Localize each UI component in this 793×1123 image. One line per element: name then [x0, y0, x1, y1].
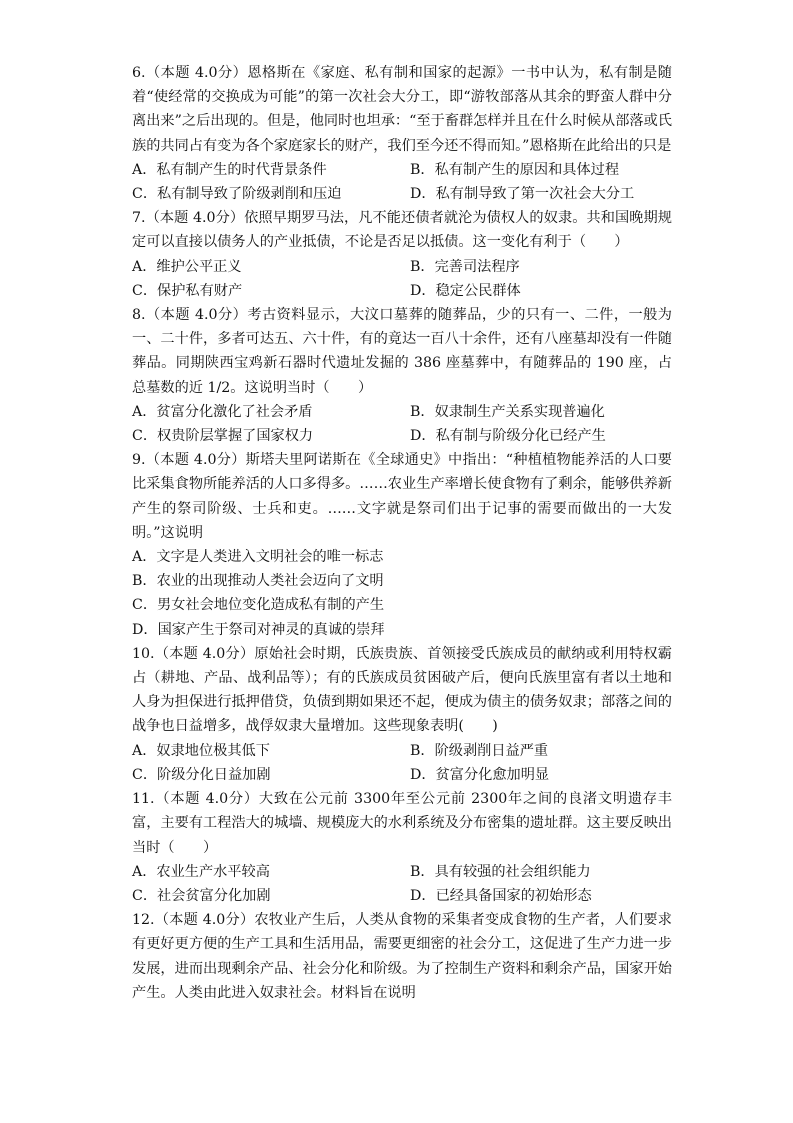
option-a[interactable]: A．农业生产水平较高 — [132, 863, 270, 880]
option-a[interactable]: A．贫富分化激化了社会矛盾 — [132, 403, 313, 420]
options — [132, 739, 672, 787]
option-a[interactable]: A．维护公平正义 — [132, 258, 242, 275]
options — [132, 158, 672, 206]
question-11 — [132, 787, 672, 908]
question-stem: 10.（本题 4.0分）原始社会时期，氏族贵族、首领接受氏族成员的献纳或利用特权霸占（耕地、产品、战利品等）；有的氏族成员贫困破产后，便向氏族里富有者以土地和人身为担保进行抵押借贷，负债到期如果还不起，便成为债主的债务奴隶；部落之间的战争也日益增多，战俘奴隶大量增加。这些现象表明( ) — [132, 645, 672, 735]
question-stem: 6.（本题 4.0分）恩格斯在《家庭、私有制和国家的起源》一书中认为，私有制是随着“使经常的交换成为可能”的第一次社会大分工，即“游牧部落从其余的野蛮人群中分离出来”之后出现的。但是，他同时也坦承：“至于畜群怎样并且在什么时候从部落或氏族的共同占有变为各个家庭家长的财产，我们至今还不得而知。”恩格斯在此给出的只是 — [132, 65, 672, 154]
option-a[interactable]: A．私有制产生的时代背景条件 — [132, 161, 327, 178]
question-8 — [132, 303, 672, 448]
question-9 — [132, 448, 672, 642]
option-c[interactable]: C．阶级分化日益加剧 — [132, 766, 271, 783]
option-a[interactable]: A．奴隶地位极其低下 — [132, 742, 270, 759]
question-stem: 7.（本题 4.0分）依照早期罗马法，凡不能还债者就沦为债权人的奴隶。共和国晚期规定可以直接以债务人的产业抵债，不论是否足以抵债。这一变化有利于（ ） — [132, 210, 672, 251]
option-c[interactable]: C．私有制导致了阶级剥削和压迫 — [132, 186, 342, 203]
option-d[interactable]: D．私有制与阶级分化已经产生 — [410, 428, 606, 445]
question-10 — [132, 642, 672, 787]
question-stem: 11.（本题 4.0分）大致在公元前 3300年至公元前 2300年之间的良渚文明遗存丰富，主要有工程浩大的城墙、规模庞大的水利系统及分布密集的遗址群。这主要反映出当时（ ） — [132, 791, 672, 856]
option-c[interactable]: C．权贵阶层掌握了国家权力 — [132, 428, 314, 445]
options — [132, 545, 672, 642]
option-c[interactable]: C．保护私有财产 — [132, 282, 243, 299]
option-d[interactable]: D．国家产生于祭司对神灵的真诚的崇拜 — [132, 621, 385, 638]
question-stem: 12.（本题 4.0分）农牧业产生后，人类从食物的采集者变成食物的生产者，人们要求有更好更方便的生产工具和生活用品，需要更细密的社会分工，这促进了生产力进一步发展，进而出现剩余产品、社会分化和阶级。为了控制生产资料和剩余产品，国家开始产生。人类由此进入奴隶社会。材料旨在说明 — [132, 912, 672, 1001]
option-a[interactable]: A．文字是人类进入文明社会的唯一标志 — [132, 549, 384, 566]
question-stem: 9.（本题 4.0分）斯塔夫里阿诺斯在《全球通史》中指出：“种植植物能养活的人口要比采集食物所能养活的人口多得多。……农业生产率增长使食物有了剩余，能够供养新产生的祭司阶级、士兵和吏。……文字就是祭司们出于记事的需要而做出的一大发明。”这说明 — [132, 452, 672, 541]
option-c[interactable]: C．社会贫富分化加剧 — [132, 887, 271, 904]
option-b[interactable]: B．奴隶制生产关系实现普遍化 — [410, 403, 605, 420]
option-b[interactable]: B．阶级剥削日益严重 — [410, 742, 549, 759]
option-d[interactable]: D．私有制导致了第一次社会大分工 — [410, 186, 635, 203]
option-d[interactable]: D．贫富分化愈加明显 — [410, 766, 550, 783]
option-c[interactable]: C．男女社会地位变化造成私有制的产生 — [132, 597, 385, 614]
question-6 — [132, 61, 672, 206]
option-d[interactable]: D．已经具备国家的初始形态 — [410, 887, 592, 904]
question-stem: 8.（本题 4.0分）考古资料显示，大汶口墓葬的随葬品，少的只有一、二件，一般为一、二十件，多者可达五、六十件，有的竟达一百八十余件，还有八座墓却没有一件随葬品。同期陕西宝鸡新石器时代遗址发掘的 386 座墓葬中，有随葬品的 190 座，占总墓数的近 1/2。这说明当时（ ） — [132, 307, 672, 396]
option-d[interactable]: D．稳定公民群体 — [410, 282, 521, 299]
question-12 — [132, 908, 672, 1005]
options — [132, 860, 672, 908]
option-b[interactable]: B．私有制产生的原因和具体过程 — [410, 161, 620, 178]
question-7 — [132, 206, 672, 303]
option-b[interactable]: B．完善司法程序 — [410, 258, 520, 275]
option-b[interactable]: B．农业的出现推动人类社会迈向了文明 — [132, 573, 384, 590]
options — [132, 400, 672, 448]
options — [132, 255, 672, 303]
exam-page — [132, 61, 672, 1005]
option-b[interactable]: B．具有较强的社会组织能力 — [410, 863, 591, 880]
